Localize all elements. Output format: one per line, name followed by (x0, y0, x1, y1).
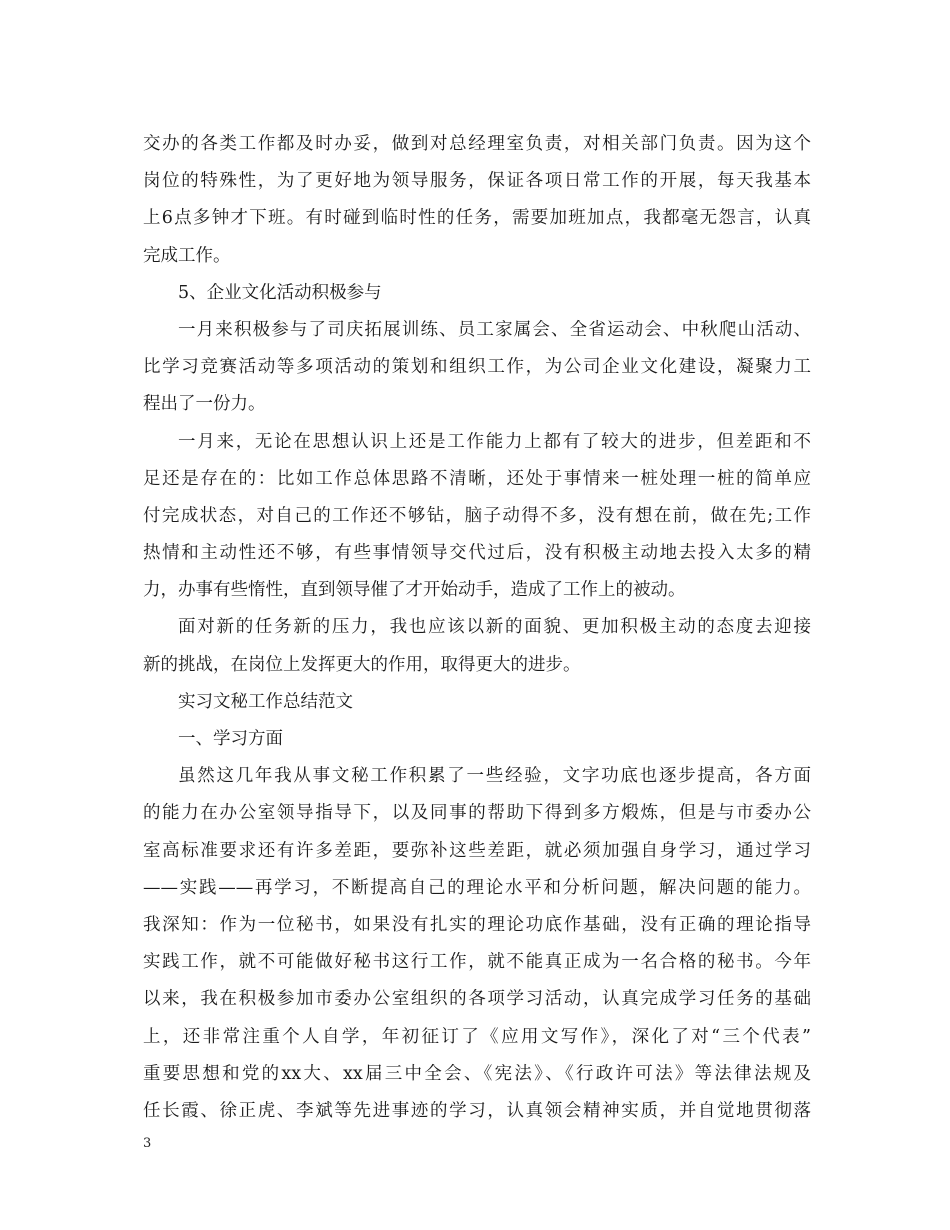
body-text (143, 126, 811, 1130)
text-line: 虽然这几年我从事文秘工作积累了一些经验，文字功底也逐步提高，各方面 (178, 766, 811, 787)
text-line: 面对新的任务新的压力，我也应该以新的面貌、更加积极主动的态度去迎接 (178, 617, 811, 638)
text-line: 岗位的特殊性，为了更好地为领导服务，保证各项日常工作的开展，每天我基本 (143, 171, 811, 192)
text-line: 实践工作，就不可能做好秘书这行工作，就不能真正成为一名合格的秘书。今年 (143, 952, 811, 973)
text-line: 以来，我在积极参加市委办公室组织的各项学习活动，认真完成学习任务的基础 (143, 989, 811, 1010)
text-line: 热情和主动性还不够，有些事情领导交代过后，没有积极主动地去投入太多的精 (143, 543, 811, 564)
text-line: 程出了一份力。 (143, 394, 266, 415)
text-line: 一、学习方面 (178, 729, 283, 749)
text-line: 实习文秘工作总结范文 (178, 691, 353, 712)
text-line: 比学习竞赛活动等多项活动的策划和组织工作，为公司企业文化建设，凝聚力工 (143, 357, 811, 378)
text-line: 新的挑战，在岗位上发挥更大的作用，取得更大的进步。 (143, 654, 581, 675)
text-line: 我深知：作为一位秘书，如果没有扎实的理论功底作基础，没有正确的理论指导 (143, 914, 811, 935)
page-number: 3 (143, 1136, 152, 1151)
text-line: 力，办事有些惰性，直到领导催了才开始动手，造成了工作上的被动。 (143, 580, 686, 601)
text-line: 任长霞、徐正虎、李斌等先进事迹的学习，认真领会精神实质，并自觉地贯彻落 (143, 1100, 811, 1121)
text-line: 一月来积极参与了司庆拓展训练、员工家属会、全省运动会、中秋爬山活动、 (178, 319, 811, 340)
text-line: 交办的各类工作都及时办妥，做到对总经理室负责，对相关部门负责。因为这个 (143, 134, 811, 154)
text-line: 上6点多钟才下班。有时碰到临时性的任务，需要加班加点，我都毫无怨言，认真 (143, 208, 811, 229)
text-line: 5、企业文化活动积极参与 (178, 282, 382, 303)
text-line: ——实践——再学习，不断提高自己的理论水平和分析问题，解决问题的能力。 (143, 877, 811, 898)
text-line: 付完成状态，对自己的工作还不够钻，脑子动得不多，没有想在前，做在先;工作 (143, 505, 811, 526)
text-line: 足还是存在的：比如工作总体思路不清晰，还处于事情来一桩处理一桩的简单应 (143, 468, 811, 489)
text-line: 上，还非常注重个人自学，年初征订了《应用文写作》，深化了对“三个代表” (143, 1026, 811, 1047)
text-line: 完成工作。 (143, 245, 231, 266)
text-line: 一月来，无论在思想认识上还是工作能力上都有了较大的进步，但差距和不 (178, 431, 811, 452)
text-line: 室高标准要求还有许多差距，要弥补这些差距，就必须加强自身学习，通过学习 (143, 840, 811, 861)
text-line: 的能力在办公室领导指导下，以及同事的帮助下得到多方煅炼，但是与市委办公 (143, 803, 811, 824)
text-line: 重要思想和党的xx大、xx届三中全会、《宪法》、《行政许可法》等法律法规及 (143, 1063, 811, 1084)
